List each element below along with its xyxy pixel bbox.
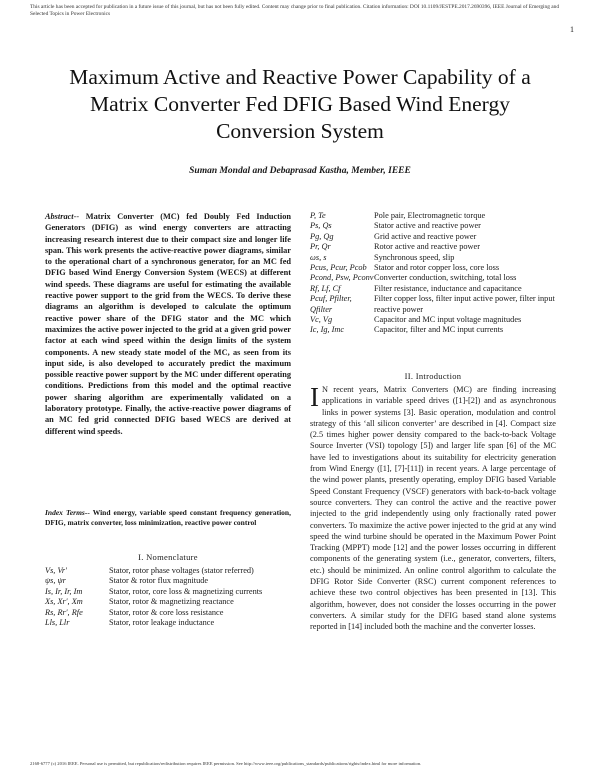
table-row (310, 315, 560, 325)
table-row (310, 253, 560, 263)
nomenclature-heading: I. Nomenclature (138, 552, 198, 562)
journal-header-notice: This article has been accepted for publication in a future issue of this journal, but has not been fully edited. Content may change prior to final publication. Citation information: DOI 10.1109/JESTPE.2017.2690396, IEEE Journal of Emerging and Selected Topics in Power Electronics (30, 4, 560, 17)
nomenclature-symbol: P, Te (310, 211, 326, 220)
nomenclature-symbol: Rf, Lf, Cf (310, 283, 341, 293)
nomenclature-description: Pole pair, Electromagnetic torque (374, 211, 486, 220)
nomenclature-description: Grid active and reactive power (374, 231, 477, 241)
nomenclature-description: Stator & rotor flux magnitude (109, 576, 209, 586)
nomenclature-description: Stator, rotor & core loss resistance (109, 607, 224, 617)
paper-authors: Suman Mondal and Debaprasad Kastha, Member, IEEE (189, 166, 411, 176)
table-row (310, 294, 560, 315)
nomenclature-description: Stator, rotor, core loss & magnetizing currents (109, 586, 263, 596)
nomenclature-description: Stator, rotor & magnetizing reactance (109, 597, 234, 607)
nomenclature-symbol: Pcuf, Pfilter, Qfilter (310, 294, 352, 314)
index-terms (45, 508, 291, 529)
nomenclature-description: Filter resistance, inductance and capacitance (374, 283, 522, 293)
nomenclature-symbol: Vc, Vg (310, 315, 333, 325)
introduction-heading: II. Introduction (404, 371, 462, 381)
table-row (45, 587, 291, 597)
copyright-footer: 2168-6777 (c) 2016 IEEE. Personal use is permitted, but republication/redistribution requires IEEE permission. See http://www.ieee.org/publications_standards/publications/rights/index.html for more information. (30, 761, 422, 766)
nomenclature-description: Filter copper loss, filter input active power, filter input reactive power (374, 294, 555, 314)
nomenclature-description: Stator, rotor phase voltages (stator referred) (109, 566, 254, 575)
table-row (310, 211, 560, 221)
nomenclature-symbol: Ic, Ig, Imc (310, 325, 345, 335)
nomenclature-table-right (310, 211, 560, 336)
table-row (310, 263, 560, 273)
nomenclature-description: Stator, rotor leakage inductance (109, 618, 215, 628)
nomenclature-symbol: ωs, s (310, 252, 327, 262)
nomenclature-symbol: Pcus, Pcur, Pcob (310, 263, 367, 273)
nomenclature-symbol: ψs, ψr (45, 576, 66, 586)
nomenclature-table-left (45, 566, 291, 628)
nomenclature-symbol: Rs, Rr′, Rfe (45, 607, 83, 617)
nomenclature-description: Converter conduction, switching, total loss (374, 273, 517, 283)
table-row (45, 618, 291, 628)
index-terms-lead: Index Terms-- (45, 508, 90, 517)
nomenclature-symbol: Pg, Qg (310, 231, 334, 241)
nomenclature-description: Capacitor and MC input voltage magnitudes (374, 315, 522, 325)
abstract (45, 211, 291, 437)
page-number: 1 (570, 25, 574, 34)
table-row (45, 566, 291, 576)
nomenclature-symbol: Pcond, Psw, Pconv (310, 273, 374, 283)
table-row (45, 576, 291, 586)
table-row (45, 608, 291, 618)
abstract-text: Matrix Converter (MC) fed Doubly Fed Induction Generators (DFIG) as wind energy converters are attracting increasing research interest due to their compact size and longer life span. This work presents the active-reactive power diagrams, similar to the operational chart of a synchronous generator, for an MC fed DFIG based Wind Energy Conversion System (WECS) at different wind speeds. These diagrams are useful for estimating the available reactive power support to the grid from the WECS. To derive these diagrams an algorithm is developed to calculate the optimum reactive power share of the DFIG stator and the MC which maximizes the active power injected to the grid at a given grid power factor at each wind speed within the design limits of the system components. A new steady state model of the MC, as seen from its input side, is also developed to accurately predict the maximum possible reactive power support by the MC under different operating conditions. Predictions from this model and the optimal reactive power sharing algorithm are experimentally validated on a laboratory prototype. Finally, the active-reactive power diagrams of an MC fed grid connected DFIG based WECS are derived at different wind speeds. (45, 212, 291, 436)
nomenclature-description: Stator active and reactive power (374, 221, 481, 231)
table-row (310, 221, 560, 231)
table-row (310, 232, 560, 242)
table-row (310, 325, 560, 335)
table-row (310, 273, 560, 283)
introduction-text: N recent years, Matrix Converters (MC) are finding increasing applications in variable speed drives ([1]-[2]) and as asynchronous links in power systems [3]. Basic operation, modulation and control strategy of this ‘all silicon converter’ are described in [4]. Compact size (2.5 times higher power density compared to the back-to-back Voltage Source Inverter (VSI) topology [5]) and larger life span [6] of the MC have led to investigations about its suitability for electricity generation from Wind Energy ([1], [7]-[11]) in recent years. A large percentage of the wind power plants, presently operating, employ DFIG based Variable Speed Constant Frequency (VSCF) generators with back-to-back voltage source converters. They can control the active and the reactive power injected to the grid independently using only fractionally rated power converters. To maximize the active power injected to the grid at any wind speed the wind turbine should be operated in the Maximum Power Point Tracking (MPPT) mode [12] and the power losses occurring in different components of the generating system (i.e., generator, converters, filters, etc.) should be minimized. An online control algorithm to calculate the DFIG Rotor Side Converter (RSC) current component references to achieve these two control objectives has been presented in [13]. This algorithm, however, does not consider the losses occurring in the power converters. A similar study for the DFIG based stand alone systems reported in [14] included both the machine and the converter losses. (310, 385, 556, 632)
nomenclature-symbol: Vs, Vr′ (45, 566, 67, 575)
nomenclature-symbol: Is, Ir, Ir, Im (45, 586, 83, 596)
nomenclature-description: Synchronous speed, slip (374, 252, 455, 262)
nomenclature-symbol: Xs, Xr′, Xm (45, 597, 83, 607)
nomenclature-description: Stator and rotor copper loss, core loss (374, 263, 500, 273)
nomenclature-symbol: Pr, Qr (310, 242, 331, 252)
abstract-lead: Abstract-- (45, 212, 80, 221)
introduction-body (310, 384, 556, 633)
nomenclature-description: Rotor active and reactive power (374, 242, 480, 252)
table-row (45, 597, 291, 607)
table-row (310, 242, 560, 252)
nomenclature-symbol: Lls, Llr (45, 618, 70, 628)
index-terms-text: Wind energy, variable speed constant frequency generation, DFIG, matrix converter, loss minimization, reactive power control (45, 508, 291, 528)
nomenclature-symbol: Ps, Qs (310, 221, 332, 231)
nomenclature-description: Capacitor, filter and MC input currents (374, 325, 504, 335)
paper-title: Maximum Active and Reactive Power Capability of a Matrix Converter Fed DFIG Based Wind Energy Conversion System (69, 65, 531, 143)
table-row (310, 284, 560, 294)
introduction-dropcap: I (310, 382, 319, 412)
